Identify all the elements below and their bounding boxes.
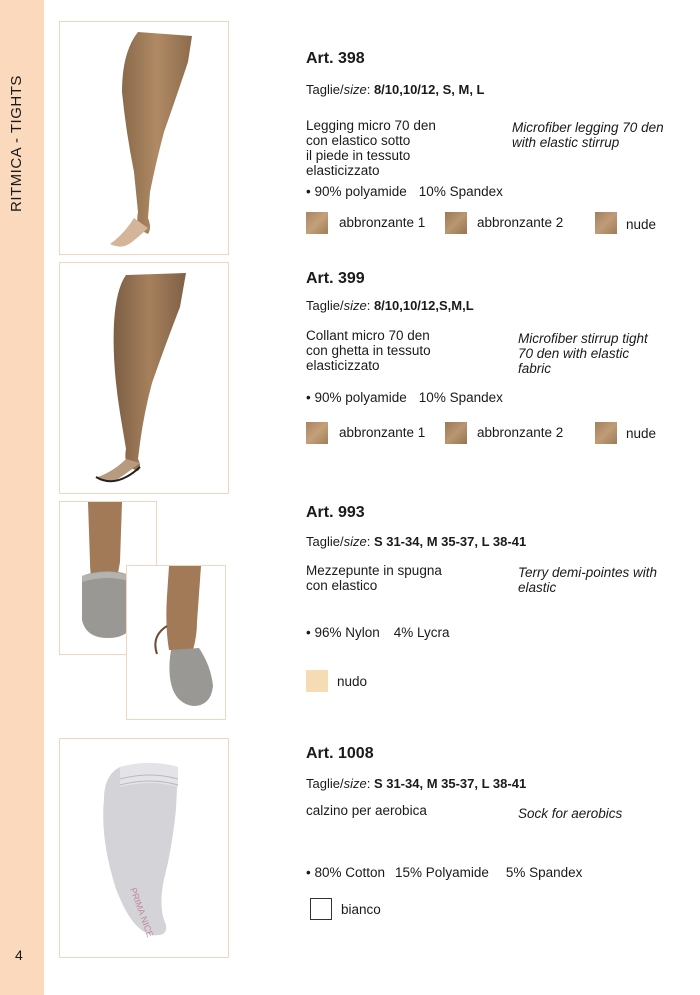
size-label-it: Taglie/ <box>306 534 344 549</box>
section-title: RITMICA - TIGHTS <box>8 75 25 212</box>
sizes: S 31-34, M 35-37, L 38-41 <box>373 534 527 549</box>
size-label-en: size <box>343 776 367 791</box>
desc-line: Terry demi-pointes with <box>518 565 658 580</box>
size-label-en: size <box>343 82 367 97</box>
composition <box>306 390 503 405</box>
desc-line: elastic <box>518 580 557 595</box>
swatch-abbronzante-1 <box>306 422 328 444</box>
article-number: Art. 1008 <box>306 745 374 762</box>
article-number: Art. 399 <box>306 270 365 287</box>
size-label-en: size <box>343 298 367 313</box>
desc-line: Microfiber stirrup tight <box>518 331 648 346</box>
color-swatches <box>306 212 696 236</box>
page-number: 4 <box>15 947 23 963</box>
sidebar <box>0 0 44 995</box>
sizes: 8/10,10/12,S,M,L <box>373 298 474 313</box>
swatch-label: abbronzante 2 <box>477 215 564 230</box>
legging-photo <box>59 21 229 255</box>
composition-item: 10% Spandex <box>418 184 503 199</box>
swatch-label: nude <box>626 426 657 441</box>
product-399 <box>306 270 696 460</box>
swatch-bianco <box>310 898 332 920</box>
composition-item: 4% Lycra <box>393 625 450 640</box>
desc-line: con ghetta in tessuto <box>306 343 431 358</box>
swatch-label: abbronzante 1 <box>339 425 426 440</box>
product-993 <box>306 504 696 704</box>
demi-pointe-side-photo <box>126 565 226 720</box>
desc-line: calzino per aerobica <box>306 803 427 818</box>
desc-line: 70 den with elastic <box>518 346 630 361</box>
composition-item: • 90% polyamide <box>306 390 407 405</box>
size-line: Taglie/size: S 31-34, M 35-37, L 38-41 <box>306 776 527 791</box>
desc-line: Sock for aerobics <box>518 806 623 821</box>
description-en <box>518 806 622 821</box>
swatch-label: nude <box>626 217 657 232</box>
description-en <box>512 120 664 150</box>
color-swatches <box>306 670 696 694</box>
color-swatches <box>306 898 696 922</box>
composition <box>306 625 450 640</box>
size-label-it: Taglie/ <box>306 298 344 313</box>
description-it <box>306 328 431 373</box>
description-en <box>518 331 648 376</box>
size-label-en: size <box>343 534 367 549</box>
composition-item: • 90% polyamide <box>306 184 407 199</box>
swatch-label: abbronzante 1 <box>339 215 426 230</box>
composition-item: • 80% Cotton <box>306 865 386 880</box>
color-swatches <box>306 422 696 446</box>
desc-line: Legging micro 70 den <box>306 118 436 133</box>
sizes: S 31-34, M 35-37, L 38-41 <box>373 776 527 791</box>
product-1008 <box>306 745 696 935</box>
swatch-abbronzante-2 <box>445 422 467 444</box>
swatch-label: abbronzante 2 <box>477 425 564 440</box>
description-it <box>306 563 442 593</box>
composition <box>306 184 503 199</box>
description-en <box>518 565 657 595</box>
product-398 <box>306 50 696 250</box>
size-label-it: Taglie/ <box>306 776 344 791</box>
sizes: 8/10,10/12, S, M, L <box>373 82 485 97</box>
aerobic-sock-photo <box>59 738 229 958</box>
desc-line: con elastico <box>306 578 378 593</box>
swatch-label: bianco <box>341 902 381 917</box>
size-label-it: Taglie/ <box>306 82 344 97</box>
desc-line: with elastic stirrup <box>512 135 620 150</box>
size-line: Taglie/size: 8/10,10/12,S,M,L <box>306 298 474 313</box>
desc-line: il piede in tessuto <box>306 148 411 163</box>
swatch-abbronzante-1 <box>306 212 328 234</box>
composition-item: • 96% Nylon <box>306 625 380 640</box>
swatch-nude <box>595 212 617 234</box>
desc-line: Mezzepunte in spugna <box>306 563 442 578</box>
description-it <box>306 803 427 818</box>
desc-line: Collant micro 70 den <box>306 328 430 343</box>
swatch-nudo <box>306 670 328 692</box>
composition-item: 5% Spandex <box>505 865 583 880</box>
composition-item: 10% Spandex <box>418 390 503 405</box>
sock-logo: PRIMA NICE <box>128 886 156 939</box>
desc-line: Microfiber legging 70 den <box>512 120 664 135</box>
composition <box>306 865 582 880</box>
article-number: Art. 993 <box>306 504 365 521</box>
desc-line: elasticizzato <box>306 163 380 178</box>
description-it <box>306 118 436 178</box>
size-line: Taglie/size: 8/10,10/12, S, M, L <box>306 82 485 97</box>
article-number: Art. 398 <box>306 50 365 67</box>
desc-line: elasticizzato <box>306 358 380 373</box>
desc-line: fabric <box>518 361 552 376</box>
swatch-nude <box>595 422 617 444</box>
size-line: Taglie/size: S 31-34, M 35-37, L 38-41 <box>306 534 527 549</box>
desc-line: con elastico sotto <box>306 133 411 148</box>
swatch-label: nudo <box>337 674 368 689</box>
swatch-abbronzante-2 <box>445 212 467 234</box>
stirrup-tight-photo <box>59 262 229 494</box>
composition-item: 15% Polyamide <box>395 865 489 880</box>
